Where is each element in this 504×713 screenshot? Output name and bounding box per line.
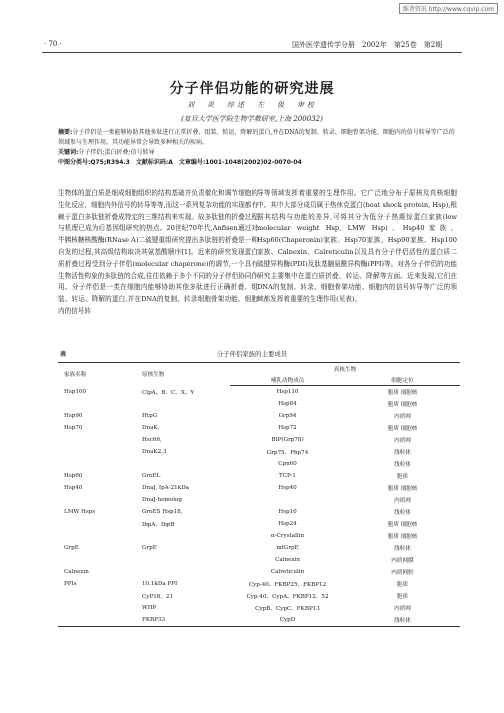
classification xyxy=(58,158,458,168)
table-row xyxy=(58,530,460,542)
cell-prokaryote: 10.1kDa PPI xyxy=(142,581,178,587)
table-title: 分子伴侣家族的主要成员 xyxy=(216,350,288,358)
cell-mammal: Cyp-40、CypA、FKBP12、52 xyxy=(246,594,329,600)
authors: 刘 炎 综述 左 伋 审校 xyxy=(187,101,317,109)
keywords-text: 分子伴侣;蛋白折叠;信号转导 xyxy=(78,149,155,156)
cell-mammal: Hsp72 xyxy=(278,425,297,431)
cell-family xyxy=(58,434,126,446)
cell-mammal: BIP(Grp78) xyxy=(271,437,304,443)
article-title: 分子伴侣功能的研究进展 xyxy=(169,81,335,97)
cell-prokaryote: DnaK, xyxy=(142,425,160,431)
cell-family: Hsp90 xyxy=(64,413,83,419)
cell-prokaryote: GroEL xyxy=(142,473,161,479)
cell-location: 线粒体 xyxy=(394,462,411,468)
cell-mammal: Hsp40 xyxy=(278,485,297,491)
keywords-label: 关键词: xyxy=(58,149,79,156)
cell-location: 胞质 细胞核 xyxy=(387,402,418,408)
table-row xyxy=(58,614,460,627)
cell-mammal: CypD xyxy=(230,614,345,627)
cell-location: 内质网 xyxy=(394,606,411,612)
abstract-block xyxy=(58,128,458,168)
abstract-label: 摘要: xyxy=(58,129,73,136)
cell-mammal: α-Crystallin xyxy=(270,533,305,539)
table-row xyxy=(58,446,460,458)
keywords xyxy=(58,148,458,158)
cell-location: 胞质 xyxy=(396,474,409,480)
cell-location: 内质网 xyxy=(394,414,411,420)
cell-mammal: Grp94 xyxy=(278,413,297,419)
cell-mammal: mtGrpE xyxy=(276,545,299,551)
cell-mammal: Calreticulin xyxy=(270,569,305,575)
table-row xyxy=(58,506,460,518)
cell-location: 线粒体 xyxy=(394,546,411,552)
cell-location: 胞质 xyxy=(396,582,409,588)
cell-family xyxy=(58,494,126,506)
affiliation: (复旦大学医学院生物学教研室,上海 200032) xyxy=(181,115,323,123)
table-label: 表 xyxy=(60,351,67,358)
abstract-text: 分子伴侣是一类能够协助其他多肽进行正常折叠、组装、转运、降解的蛋白,并在DNA的复制、转录、细胞骨架功能、细胞内的信号转导等广泛的领域参与生理作用。其功能异常会导致多种相关的疾病。 xyxy=(58,129,455,146)
running-header xyxy=(0,40,504,52)
cell-location: 线粒体 xyxy=(394,450,411,456)
cell-location: 内质网 xyxy=(394,438,411,444)
cell-prokaryote: ClpA、B、C、X、Y xyxy=(142,389,195,396)
col-header-prokaryote: 原核生物 xyxy=(126,363,230,386)
cell-prokaryote: DnaK2,3 xyxy=(142,449,167,455)
cell-location: 内质网 xyxy=(394,498,411,504)
table-row xyxy=(58,398,460,410)
cell-prokaryote: IbpA、IbpB xyxy=(142,522,175,528)
table-row xyxy=(58,470,460,482)
body-right-column: 导等领域发挥着重要的生理作用。它广泛地分布于原核及真核细胞中。其中大部分成员属于热休克蛋白(heat shock protein, Hsp),根据其结构与功能的差异,可将其分为低分子热震惊蛋白家族(low molecular weight Hsp, LMW Hsp)、Hsp40家族、Hsp60(Chaperonin)家族、Hsp70家族、Hsp90家族、Hsp100家族、Calnexin、Calreticulin以及具有分子伴侣活性的蛋白质二硫键异构酶(PDI)及肽基脯氨酰异构酶(PPI)等。对各分子伴侣的功能研究主要集中在蛋白质折叠、转运、降解等方面。近来发现,它们在DNA的复制、转录、细胞骨架功能、细胞内的信号转导等广泛的领域都发挥着重要的生理作用(见表)。 xyxy=(257,189,457,304)
cell-family: PPIs xyxy=(64,581,77,587)
cell-location: 胞质 xyxy=(396,594,409,600)
cell-mammal: Grp75、Php74 xyxy=(266,450,309,456)
cell-location: 胞质 细胞核 xyxy=(387,390,418,396)
cell-mammal: Hsp10 xyxy=(278,509,297,515)
col-header-location: 细胞定位 xyxy=(345,374,460,386)
table-row xyxy=(58,578,460,590)
cell-prokaryote xyxy=(126,398,230,410)
cell-family xyxy=(58,446,126,458)
page-number: · 70 · xyxy=(44,40,62,48)
cell-location: 内质网腔 xyxy=(391,570,414,576)
body-left-column: 生物体的蛋白质是细成细胞组织的结构基础并负责催化和调节细胞的生化反应、细胞内外信号的转导等等,而这一系列复杂功能的实现都有赖于蛋白多肽链折叠成特定的三维结构来实现。故多肽链的折叠过程与机理已成为后基因组研究的热点。20世纪70年代,Anfisen通过对牛胰核糖核酸酶(RNase A)二硫键重组研究提出多肽链的折叠是一种自发的过程,其高级结构取决其氨基酸顺序[1]。近来的研究发现蛋白质折叠过程受到分子伴侣(molecular chaperone)的调节,一个具有生物活性构象的多肽链的合成,往往依赖于多个不同的分子伴侣协同作用。分子伴侣是一类在细胞内能够协助其他多肽进行正确折叠、组装、转运、降解的蛋白,并在DNA的复制、转录细胞骨架功能、细胞内的信号转 xyxy=(58,189,258,315)
table-row xyxy=(58,542,460,554)
cell-family xyxy=(58,590,126,602)
table-row xyxy=(58,518,460,530)
classification-text: 中图分类号:Q75;R394.3 文献标识码:A 文章编号:1001-1048(2002)02-0070-04 xyxy=(58,159,302,166)
cell-family: Hsp100 xyxy=(64,388,87,395)
cell-family xyxy=(58,398,126,410)
cell-family xyxy=(58,518,126,530)
cell-mammal: Cpn60 xyxy=(278,461,297,467)
journal-info: 国外医学遗传学分册 2002年 第25卷 第2期 xyxy=(292,41,443,49)
table-row xyxy=(58,602,460,614)
cell-location: 胞质 细胞核 xyxy=(387,486,418,492)
cell-location: 内质网膜 xyxy=(391,558,414,564)
table-row xyxy=(58,410,460,422)
cell-mammal: Hsp84 xyxy=(278,401,297,407)
cell-prokaryote xyxy=(126,458,230,470)
table-row xyxy=(58,566,460,578)
table-row xyxy=(58,458,460,470)
header-rule xyxy=(42,52,462,53)
table-row xyxy=(58,434,460,446)
cell-mammal: Calnexin xyxy=(275,557,300,563)
cell-location: 线粒体 xyxy=(394,510,411,516)
table-row xyxy=(58,386,460,399)
table-header-row xyxy=(58,363,460,375)
cell-family xyxy=(58,602,126,614)
col-header-family: 家族名称 xyxy=(58,363,126,386)
cell-family: Hsp60 xyxy=(64,473,83,479)
table-row xyxy=(58,590,460,602)
cell-family xyxy=(58,458,126,470)
cell-family: Hsp40 xyxy=(64,485,83,491)
cell-prokaryote: CyP18、21 xyxy=(142,594,174,600)
cell-prokaryote: GroES Hsp18, xyxy=(142,509,183,515)
cell-prokaryote xyxy=(126,530,230,542)
table-row xyxy=(58,422,460,434)
cell-prokaryote: HtpG xyxy=(142,413,158,419)
cell-prokaryote: DnaJ, IpA-21kDa xyxy=(142,485,189,491)
cell-family xyxy=(58,554,126,566)
cell-mammal: Hsp110 xyxy=(276,389,299,395)
col-header-eukaryote: 真核生物 xyxy=(230,363,460,375)
cell-mammal: CypB、CypC、FKBP13 xyxy=(255,606,320,612)
cell-family: GrpE xyxy=(64,545,79,551)
cell-prokaryote: GrpE xyxy=(142,545,157,551)
cell-prokaryote: Hsc66, xyxy=(142,437,162,443)
cell-prokaryote: FKBP33 xyxy=(126,614,230,627)
cell-family: Hsp70 xyxy=(64,425,83,431)
cell-location: 线粒体 xyxy=(345,614,460,627)
cell-family xyxy=(58,530,126,542)
cell-mammal: Cyp-40、FKBP25、FKBP12 xyxy=(248,582,327,588)
cell-location: 胞质 细胞核 xyxy=(387,426,418,432)
cell-location: 胞质 细胞核 xyxy=(387,534,418,540)
chaperone-family-table xyxy=(58,362,460,627)
watermark: 维普资讯 http://www.cqvip.com xyxy=(399,3,498,14)
cell-prokaryote xyxy=(126,566,230,578)
abstract xyxy=(58,128,458,148)
cell-family xyxy=(58,614,126,627)
table-row xyxy=(58,482,460,494)
cell-mammal xyxy=(230,494,345,506)
table-row xyxy=(58,494,460,506)
cell-prokaryote: DnaJ-homolog xyxy=(142,497,182,503)
cell-family: Calnexin xyxy=(64,569,89,575)
cell-mammal: TCP-1 xyxy=(279,473,296,479)
table-row xyxy=(58,554,460,566)
cell-prokaryote: WHP xyxy=(142,605,157,611)
cell-prokaryote xyxy=(126,554,230,566)
cell-family: LMW Hsps xyxy=(64,509,96,515)
cell-location: 胞质 细胞核 xyxy=(387,522,418,528)
col-header-mammal: 哺乳动物成员 xyxy=(230,374,345,386)
cell-mammal: Hsp24 xyxy=(278,521,297,527)
